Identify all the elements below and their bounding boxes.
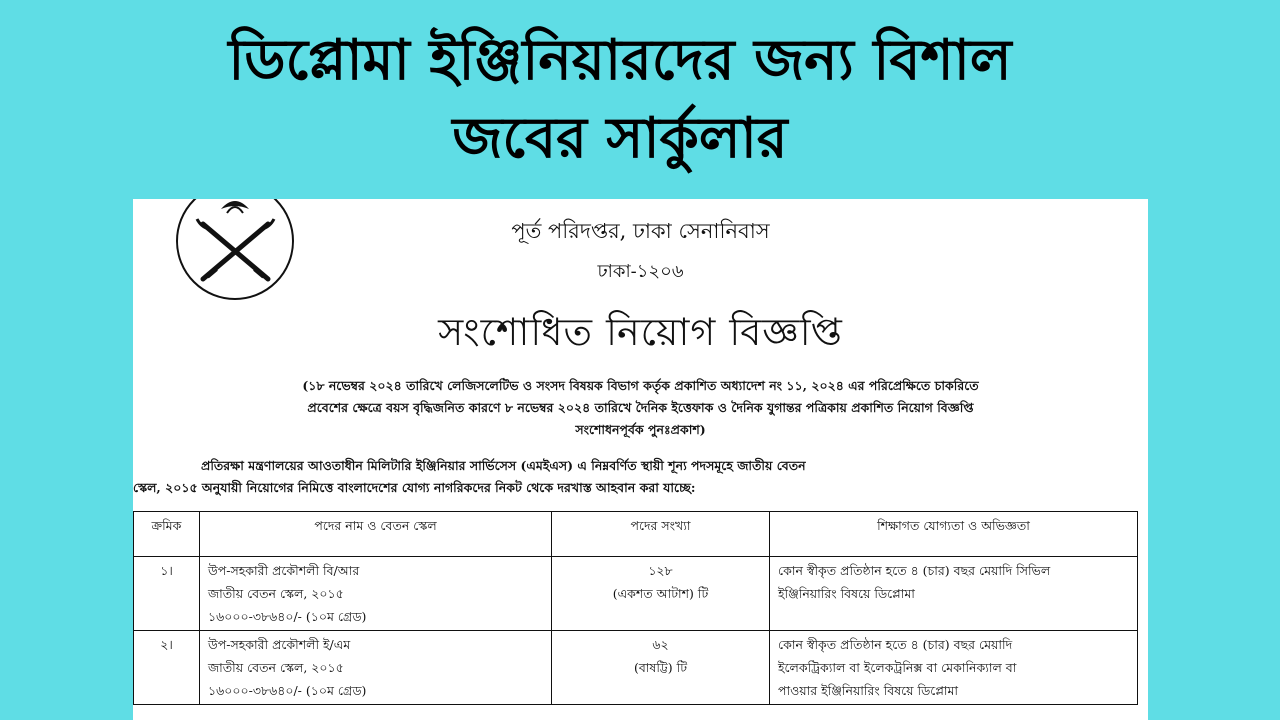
post-line: উপ-সহকারী প্রকৌশলী বি/আর: [208, 563, 360, 578]
post-line: জাতীয় বেতন স্কেল, ২০১৫: [208, 586, 344, 601]
qualification-line: ইঞ্জিনিয়ারিং বিষয়ে ডিপ্লোমা: [778, 586, 915, 601]
notice-title: সংশোধিত নিয়োগ বিজ্ঞপ্তি: [438, 310, 843, 354]
header-qualification: শিক্ষাগত যোগ্যতা ও অভিজ্ঞতা: [770, 512, 1138, 557]
notice-document: [133, 199, 1148, 720]
qualification-line: পাওয়ার ইঞ্জিনিয়ারিং বিষয়ে ডিপ্লোমা: [778, 683, 959, 698]
table-header-row: [134, 512, 1138, 557]
count-words: (বাষট্টি) টি: [633, 660, 688, 675]
row-count: [552, 557, 770, 631]
headline-line-1: ডিপ্লোমা ইঞ্জিনিয়ারদের জন্য বিশাল: [228, 28, 1012, 93]
intro-line: প্রতিরক্ষা মন্ত্রণালয়ের আওতাধীন মিলিটারি ইঞ্জিনিয়ার সার্ভিসেস (এমইএস) এ নিম্নবর্ণিত স্থায়ী শূন্য পদসমূহে জাতীয় বেতন: [201, 458, 806, 473]
post-line: ১৬০০০-৩৮৬৪০/- (১০ম গ্রেড): [208, 609, 367, 624]
note-line: (১৮ নভেম্বর ২০২৪ তারিখে লেজিসলেটিভ ও সংসদ বিষয়ক বিভাগ কর্তৃক প্রকাশিত অধ্যাদেশ নং ১১, ২০২৪ এর পরিপ্রেক্ষিতে চাকরিতে: [302, 378, 979, 393]
org-name: পূর্ত পরিদপ্তর, ঢাকা সেনানিবাস: [511, 219, 770, 243]
post-line: ১৬০০০-৩৮৬৪০/- (১০ম গ্রেড): [208, 683, 367, 698]
notice-intro: [133, 455, 1136, 499]
posts-table: [133, 511, 1138, 705]
row-serial: ২।: [134, 631, 200, 705]
row-serial: ১।: [134, 557, 200, 631]
table-row: [134, 631, 1138, 705]
row-qualification: [770, 557, 1138, 631]
row-post: [200, 557, 552, 631]
row-count: [552, 631, 770, 705]
qualification-line: ইলেকট্রিক্যাল বা ইলেকট্রনিক্স বা মেকানিক্যাল বা: [778, 660, 1017, 675]
intro-line: স্কেল, ২০১৫ অনুযায়ী নিয়োগের নিমিত্তে বাংলাদেশের যোগ্য নাগরিকদের নিকট থেকে দরখাস্ত আহবান করা যাচ্ছে:: [133, 480, 696, 495]
header-serial: ক্রমিক: [134, 512, 200, 557]
count-number: ১২৮: [648, 563, 673, 578]
post-line: উপ-সহকারী প্রকৌশলী ই/এম: [208, 637, 351, 652]
note-line: সংশোধনপূর্বক পুনঃপ্রকাশ): [575, 422, 706, 437]
headline-line-2: জবের সার্কুলার: [452, 106, 788, 171]
qualification-line: কোন স্বীকৃত প্রতিষ্ঠান হতে ৪ (চার) বছর মেয়াদি: [778, 637, 1013, 652]
header-post: পদের নাম ও বেতন স্কেল: [200, 512, 552, 557]
notice-note: [145, 375, 1136, 441]
row-qualification: [770, 631, 1138, 705]
count-number: ৬২: [652, 637, 669, 652]
count-words: (একশত আটাশ) টি: [612, 586, 709, 601]
header-count: পদের সংখ্যা: [552, 512, 770, 557]
qualification-line: কোন স্বীকৃত প্রতিষ্ঠান হতে ৪ (চার) বছর মেয়াদি সিভিল: [778, 563, 1051, 578]
org-location: ঢাকা-১২০৬: [597, 261, 684, 282]
post-line: জাতীয় বেতন স্কেল, ২০১৫: [208, 660, 344, 675]
note-line: প্রবেশের ক্ষেত্রে বয়স বৃদ্ধিজনিত কারণে ৮ নভেম্বর ২০২৪ তারিখে দৈনিক ইত্তেফাক ও দৈনিক যুগান্তর পত্রিকায় প্রকাশিত নিয়োগ বিজ্ঞপ্তি: [307, 400, 974, 415]
row-post: [200, 631, 552, 705]
table-row: [134, 557, 1138, 631]
headline: [0, 22, 1240, 178]
